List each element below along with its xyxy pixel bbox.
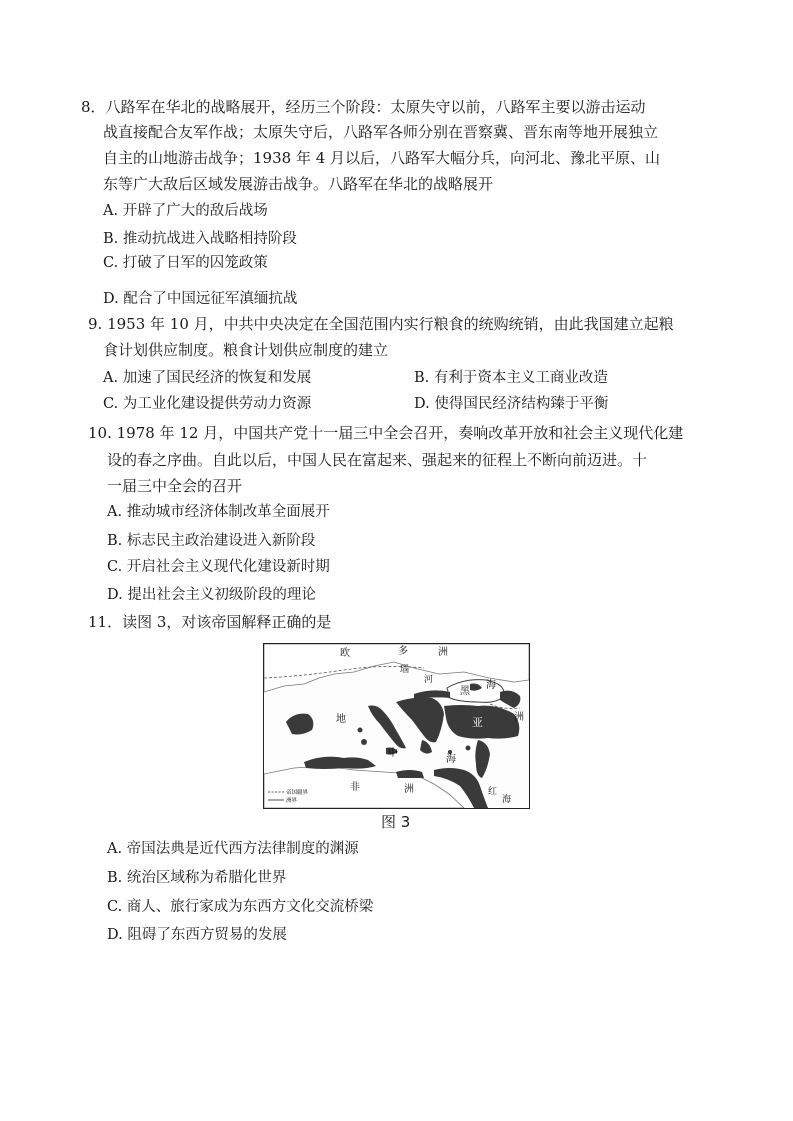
label-europe-3: 洲 [438,647,448,658]
label-asia-1: 亚 [472,716,483,729]
legend-world-label: 洲界 [286,798,298,804]
label-europe-2: 多 [398,646,408,657]
label-danube: 瑙 [400,665,410,675]
q8-stem-line-1: 8．八路军在华北的战略展开，经历三个阶段：太原失守以前，八路军主要以游击运动 [81,98,646,116]
map-figure [264,644,529,808]
q9-option-b: B. 有利于资本主义工商业改造 [414,370,608,386]
label-africa-1: 非 [350,782,360,793]
q10-option-b: B. 标志民主政治建设进入新阶段 [107,533,316,549]
q8-option-c: C. 打破了日军的囚笼政策 [103,255,268,271]
label-med-1: 地 [336,714,346,725]
q9-option-c: C. 为工业化建设提供劳动力资源 [103,396,312,412]
label-asia-2: 洲 [514,712,524,723]
label-med-3: 海 [446,754,456,765]
q9-option-a: A. 加速了国民经济的恢复和发展 [103,370,312,386]
q11-stem: 11．读图 3，对该帝国解释正确的是 [88,613,332,631]
q9-stem-line-2: 食计划供应制度。粮食计划供应制度的建立 [103,341,389,359]
label-red-sea-2: 海 [502,795,512,805]
label-med-2: 中 [388,748,398,759]
label-black-1: 黑 [460,686,470,697]
q8-stem-line-2: 战直接配合友军作战；太原失守后，八路军各师分别在晋察冀、晋东南等地开展独立 [103,123,659,141]
q11-option-b: B. 统治区域称为希腊化世界 [107,870,287,886]
q11-option-d: D. 阻碍了东西方贸易的发展 [107,927,287,943]
q11-option-c: C. 商人、旅行家成为东西方文化交流桥梁 [107,899,374,915]
q10-option-c: C. 开启社会主义现代化建设新时期 [107,559,330,575]
q9-stem-line-1: 9. 1953 年 10 月，中共中央决定在全国范围内实行粮食的统购统销，由此我国建立起粮 [88,315,674,333]
figure-caption: 图 3 [381,813,411,831]
q10-stem-line-3: 一届三中全会的召开 [107,477,243,495]
q10-stem-line-2: 设的春之序曲。自此以后，中国人民在富起来、强起来的征程上不断向前迈进。十 [107,451,648,469]
q10-option-d: D. 提出社会主义初级阶段的理论 [107,587,316,603]
label-red-sea-1: 红 [488,787,498,797]
label-europe-1: 欧 [340,648,350,659]
q8-option-d: D. 配合了中国远征军滇缅抗战 [103,291,298,307]
label-black-2: 海 [486,680,496,691]
label-africa-2: 洲 [404,784,414,795]
q8-stem-line-4: 东等广大敌后区域发展游击战争。八路军在华北的战略展开 [103,175,494,193]
q8-stem-line-3: 自主的山地游击战争；1938 年 4 月以后，八路军大幅分兵，向河北、豫北平原、山 [103,149,661,167]
byzantine-empire-map [263,643,530,809]
q9-option-d: D. 使得国民经济结构臻于平衡 [414,396,609,412]
label-river: 河 [424,675,434,685]
legend-border-label: 帝国疆界 [286,790,309,796]
q10-stem-line-1: 10. 1978 年 12 月，中国共产党十一届三中全会召开，奏响改革开放和社会主义现代化建 [88,424,684,442]
q8-option-b: B. 推动抗战进入战略相持阶段 [103,231,297,247]
q10-option-a: A. 推动城市经济体制改革全面展开 [107,504,330,520]
q11-option-a: A. 帝国法典是近代西方法律制度的渊源 [107,841,359,857]
q8-option-a: A. 开辟了广大的敌后战场 [103,203,268,219]
